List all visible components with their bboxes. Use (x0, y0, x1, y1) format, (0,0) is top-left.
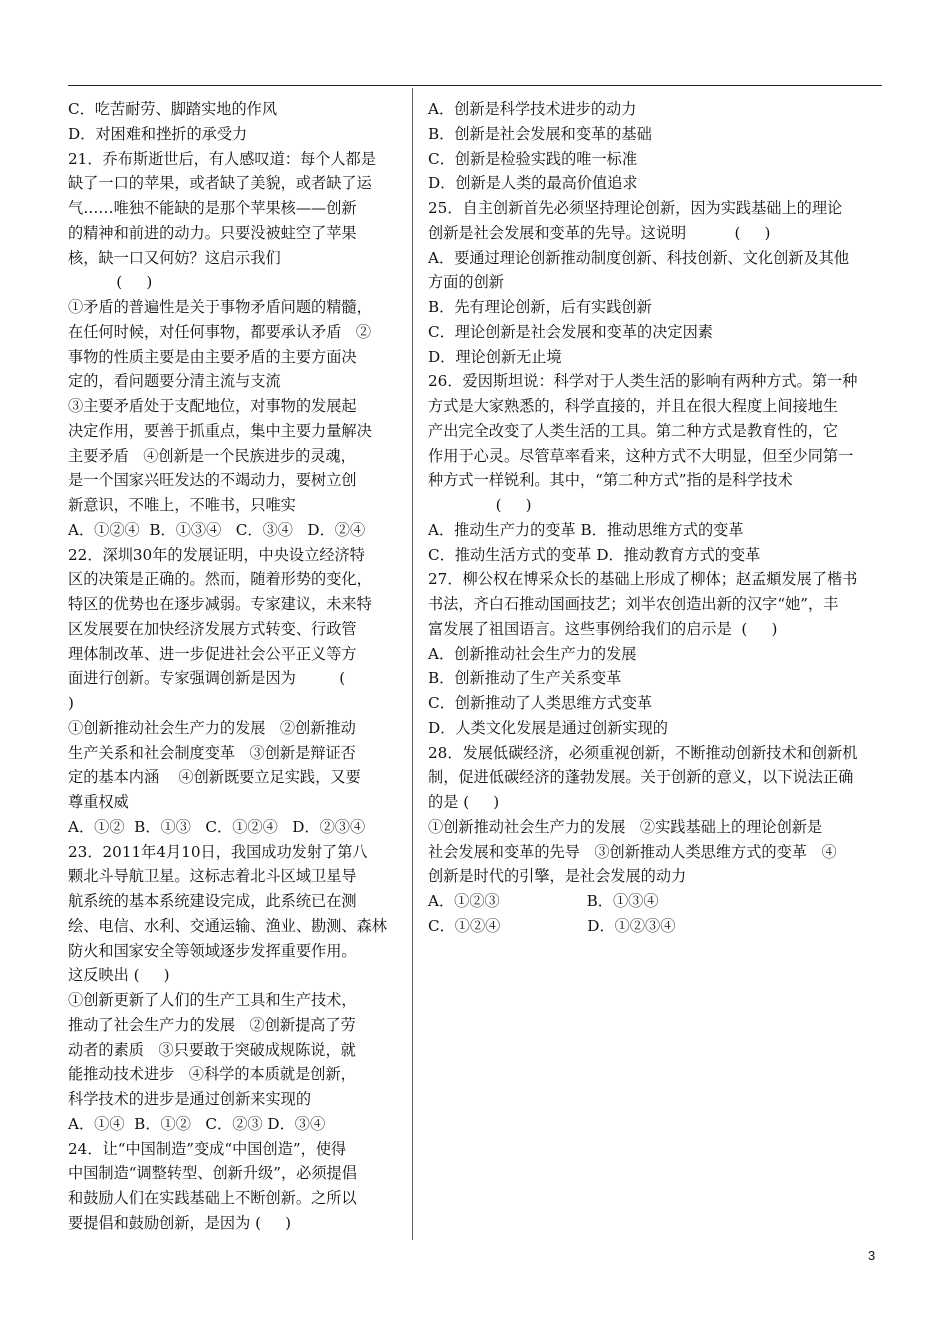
left-column-text-line: ①创新推动社会生产力的发展 ②创新推动 (68, 718, 356, 737)
right-column-text-line: 书法，齐白石推动国画技艺；刘半农创造出新的汉字“她”，丰 (428, 595, 839, 613)
right-column-text-line: 25．自主创新首先必须坚持理论创新，因为实践基础上的理论 (428, 199, 843, 217)
left-column-text-line: 绘、电信、水利、交通运输、渔业、勘测、森林 (68, 916, 387, 935)
right-column-text-line: 创新是时代的引擎，是社会发展的动力 (428, 867, 687, 886)
right-column-text-line: C．①②④ D．①②③④ (428, 916, 676, 935)
right-column-text-line: ①创新推动社会生产力的发展 ②实践基础上的理论创新是 (428, 817, 823, 836)
right-column-text-line: 作用于心灵。尽管草率看来，这种方式不大明显，但至少同第一 (428, 446, 854, 465)
right-column (428, 97, 883, 939)
column-divider (412, 88, 413, 1240)
left-column-text-line: 特区的优势也在逐步减弱。专家建议，未来特 (68, 595, 372, 613)
left-column-text-line: ( ) (68, 273, 153, 292)
right-column-text-line: A．创新推动社会生产力的发展 (428, 644, 637, 663)
left-column-text-line: 要提倡和鼓励创新，是因为 ( ) (68, 1213, 292, 1232)
left-column-text-line: ①创新更新了人们的生产工具和生产技术， (68, 991, 357, 1009)
right-column-text-line: A．要通过理论创新推动制度创新、科技创新、文化创新及其他 (428, 248, 850, 267)
right-column-text-line: 制，促进低碳经济的蓬勃发展。关于创新的意义，以下说法正确 (428, 768, 854, 787)
right-column-text-line: B．创新推动了生产关系变革 (428, 669, 622, 688)
left-column-text-line: 区发展要在加快经济发展方式转变、行政管 (68, 619, 357, 638)
left-column-text-line: 科学技术的进步是通过创新来实现的 (68, 1090, 311, 1108)
left-column-text-line: 定的基本内涵 ④创新既要立足实践，又要 (68, 768, 361, 787)
header-rule (68, 85, 882, 86)
left-column-text-line: A．①②④ B．①③④ C．③④ D．②④ (68, 520, 366, 539)
right-column-text-line: 的是 ( ) (428, 793, 500, 811)
left-column-text-line: A．①④ B．①② C．②③ D．③④ (68, 1114, 326, 1133)
left-column-text-line: 24．让“中国制造”变成“中国创造”，使得 (68, 1139, 347, 1158)
left-column-text-line: 区的决策是正确的。然而，随着形势的变化， (68, 570, 372, 589)
right-column-text-line: 方面的创新 (428, 273, 504, 292)
left-column-text-line: 推动了社会生产力的发展 ②创新提高了劳 (68, 1015, 356, 1034)
left-column-text-line: 和鼓励人们在实践基础上不断创新。之所以 (68, 1189, 357, 1207)
left-column-text-line: 面进行创新。专家强调创新是因为 ( (68, 669, 346, 688)
left-column-text-line: 防火和国家安全等领域逐步发挥重要作用。 (68, 941, 357, 960)
right-column-text-line: 28．发展低碳经济，必须重视创新，不断推动创新技术和创新机 (428, 743, 858, 762)
left-column-text-line: 定的，看问题要分清主流与支流 (68, 372, 281, 391)
right-column-text-line: 富发展了祖国语言。这些事例给我们的启示是 ( ) (428, 619, 778, 638)
right-column-text-line: C．推动生活方式的变革 D．推动教育方式的变革 (428, 545, 761, 564)
left-column-text-line: D．对困难和挫折的承受力 (68, 124, 248, 143)
left-column-text-line: 21．乔布斯逝世后，有人感叹道：每个人都是 (68, 149, 376, 168)
right-column-text-line: 方式是大家熟悉的，科学直接的，并且在很大程度上间接地生 (428, 397, 839, 415)
left-column-text-line: 气……唯独不能缺的是那个苹果核——创新 (68, 199, 357, 217)
right-column-text-line: C．理论创新是社会发展和变革的决定因素 (428, 322, 713, 341)
left-column-text-line: 核，缺一口又何妨？这启示我们 (68, 248, 281, 267)
right-column-text-line: 创新是社会发展和变革的先导。这说明 ( ) (428, 223, 771, 242)
left-column-text-line: 决定作用，要善于抓重点，集中主要力量解决 (68, 421, 372, 440)
right-column-text-line: D．创新是人类的最高价值追求 (428, 174, 638, 193)
right-column-text-line: A．创新是科学技术进步的动力 (428, 100, 637, 118)
right-column-text-line: ( ) (428, 496, 532, 514)
right-column-text-line: D．理论创新无止境 (428, 347, 562, 366)
left-column-text-line: ) (68, 694, 74, 712)
right-column-text-line: 社会发展和变革的先导 ③创新推动人类思维方式的变革 ④ (428, 842, 837, 861)
left-column-text-line: 生产关系和社会制度变革 ③创新是辩证否 (68, 743, 356, 762)
left-column (68, 97, 398, 1236)
left-column-text-line: ①矛盾的普遍性是关于事物矛盾问题的精髓， (68, 298, 372, 316)
left-column-text-line: 缺了一口的苹果，或者缺了美貌，或者缺了运 (68, 174, 372, 193)
left-column-text-line: 事物的性质主要是由主要矛盾的主要方面决 (68, 347, 357, 366)
right-column-text-line: D．人类文化发展是通过创新实现的 (428, 718, 668, 737)
left-column-text-line: 主要矛盾 ④创新是一个民族进步的灵魂， (68, 446, 356, 465)
right-column-text-line: 27．柳公权在博采众长的基础上形成了柳体；赵孟頫发展了楷书 (428, 570, 858, 589)
left-column-text-line: 颗北斗导航卫星。这标志着北斗区域卫星导 (68, 867, 357, 886)
left-column-text-line: 中国制造“调整转型、创新升级”，必须提倡 (68, 1164, 357, 1183)
left-column-text-line: 这反映出 ( ) (68, 966, 170, 985)
left-column-text-line: 23．2011年4月10日，我国成功发射了第八 (68, 842, 368, 861)
right-column-text-line: B．创新是社会发展和变革的基础 (428, 124, 652, 143)
right-column-text-line: 种方式一样锐利。其中，“第二种方式”指的是科学技术 (428, 471, 793, 490)
right-column-text-line: 产出完全改变了人类生活的工具。第二种方式是教育性的，它 (428, 421, 839, 440)
left-column-text-line: 的精神和前进的动力。只要没被蛀空了苹果 (68, 223, 357, 242)
right-column-text-line: C．创新是检验实践的唯一标准 (428, 149, 638, 168)
left-column-text-line: 在任何时候，对任何事物，都要承认矛盾 ② (68, 322, 372, 341)
page-number: 3 (868, 1248, 876, 1263)
right-column-text-line: A．推动生产力的变革 B．推动思维方式的变革 (428, 520, 744, 539)
left-column-text-line: C．吃苦耐劳、脚踏实地的作风 (68, 100, 278, 118)
left-column-text-line: 新意识，不唯上，不唯书，只唯实 (68, 496, 296, 514)
left-column-text-line: ③主要矛盾处于支配地位，对事物的发展起 (68, 397, 357, 415)
left-column-text-line: 动者的素质 ③只要敢于突破成规陈说，就 (68, 1040, 356, 1059)
left-column-text-line: A．①② B．①③ C．①②④ D．②③④ (68, 817, 366, 836)
right-column-text-line: B．先有理论创新，后有实践创新 (428, 298, 652, 316)
right-column-text-line: A．①②③ B．①③④ (428, 892, 659, 910)
right-column-text-line: 26．爱因斯坦说：科学对于人类生活的影响有两种方式。第一种 (428, 372, 858, 391)
left-column-text-line: 理体制改革、进一步促进社会公平正义等方 (68, 644, 357, 663)
left-column-text-line: 能推动技术进步 ④科学的本质就是创新， (68, 1065, 356, 1084)
left-column-text-line: 尊重权威 (68, 793, 129, 811)
left-column-text-line: 是一个国家兴旺发达的不竭动力，要树立创 (68, 471, 357, 490)
right-column-text-line: C．创新推动了人类思维方式变革 (428, 694, 653, 712)
left-column-text-line: 22．深圳30年的发展证明，中央设立经济特 (68, 545, 365, 564)
left-column-text-line: 航系统的基本系统建设完成，此系统已在测 (68, 892, 357, 910)
